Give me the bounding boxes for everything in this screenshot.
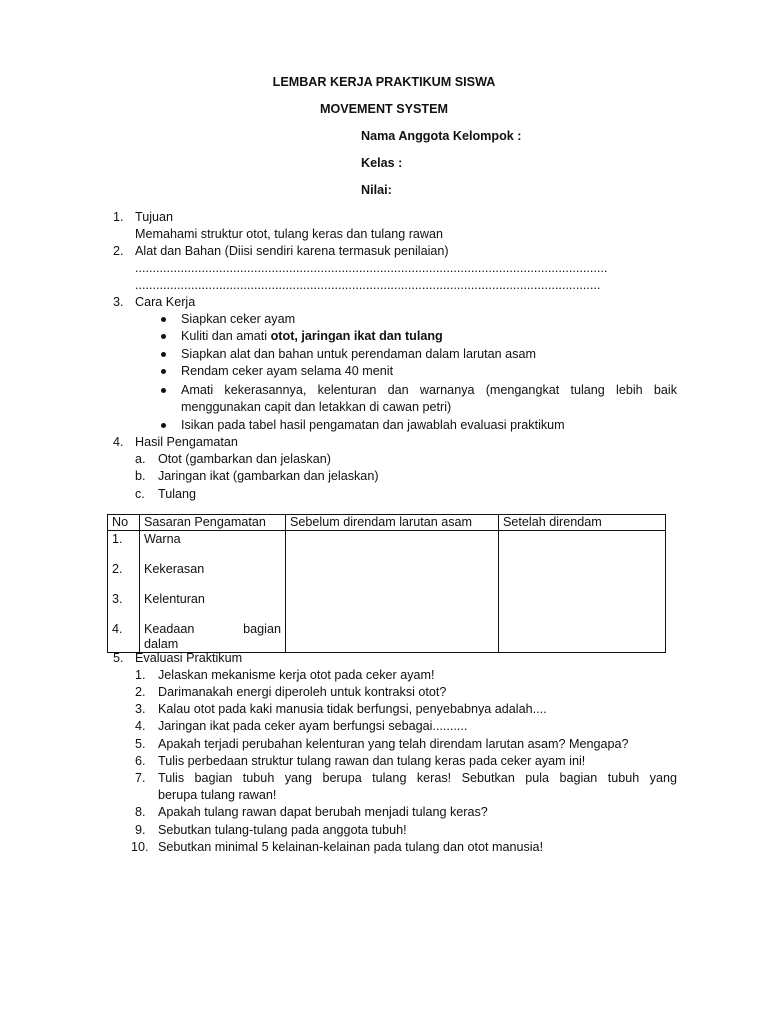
column-header: No [108,515,140,531]
observation-item: Otot (gambarkan dan jelaskan) [158,452,331,466]
observation-target-part: bagian [243,622,281,636]
step-item: Siapkan ceker ayam [181,312,296,326]
observation-item: Tulang [158,487,197,501]
section-number: 3. [113,295,124,309]
row-number: 2. [112,562,123,576]
after-soak-cell[interactable] [499,531,666,653]
section-number: 4. [113,435,124,449]
question-text: Sebutkan minimal 5 kelainan-kelainan pada tulang dan otot manusia! [158,840,544,854]
question-number: 8. [135,805,146,819]
observation-item: Jaringan ikat (gambarkan dan jelaskan) [158,469,379,483]
row-number: 4. [112,622,123,636]
question-text: Tulis bagian tubuh yang berupa tulang keras! Sebutkan pula bagian tubuh yang [158,771,677,785]
section-number: 1. [113,210,124,224]
observation-target: Warna [144,532,181,546]
before-soak-cell[interactable] [286,531,499,653]
dotted-answer-line: ....................................................................................................................................... [135,261,608,275]
column-header: Sasaran Pengamatan [140,515,286,531]
step-item-continued: menggunakan capit dan letakkan di cawan petri) [181,400,452,414]
column-header: Sebelum direndam larutan asam [286,515,499,531]
class-field: Kelas : [361,156,403,170]
section-title-tujuan: Tujuan [135,210,174,224]
row-numbers-cell [108,531,140,653]
question-text: Apakah tulang rawan dapat berubah menjadi tulang keras? [158,805,488,819]
tujuan-text: Memahami struktur otot, tulang keras dan tulang rawan [135,227,444,241]
observation-table [107,514,666,653]
step-item: Rendam ceker ayam selama 40 menit [181,364,394,378]
question-text: Darimanakah energi diperoleh untuk kontraksi otot? [158,685,447,699]
step-item: Amati kekerasannya, kelenturan dan warnanya (mengangkat tulang lebih baik [181,383,677,397]
question-number: 10. [131,840,149,854]
question-number: 4. [135,719,146,733]
observation-target-part: Keadaan [144,622,195,636]
question-number: 7. [135,771,146,785]
question-text-continued: berupa tulang rawan! [158,788,277,802]
question-text: Apakah terjadi perubahan kelenturan yang telah direndam larutan asam? Mengapa? [158,737,629,751]
question-text: Sebutkan tulang-tulang pada anggota tubuh! [158,823,407,837]
observation-target-part: dalam [144,637,179,651]
section-number: 5. [113,651,124,665]
section-title-cara: Cara Kerja [135,295,196,309]
list-letter: a. [135,452,146,466]
group-members-field: Nama Anggota Kelompok : [361,129,522,143]
section-title-alat: Alat dan Bahan (Diisi sendiri karena termasuk penilaian) [135,244,449,258]
section-title-hasil: Hasil Pengamatan [135,435,238,449]
question-number: 1. [135,668,146,682]
step-item: Isikan pada tabel hasil pengamatan dan jawablah evaluasi praktikum [181,418,565,432]
question-number: 6. [135,754,146,768]
table-header-row [108,515,666,531]
row-number: 1. [112,532,123,546]
question-number: 2. [135,685,146,699]
column-header: Setelah direndam [499,515,666,531]
table-row [108,531,666,653]
observation-target: Kekerasan [144,562,205,576]
step-item: Siapkan alat dan bahan untuk perendaman dalam larutan asam [181,347,536,361]
question-text: Jaringan ikat pada ceker ayam berfungsi sebagai.......... [158,719,468,733]
question-number: 3. [135,702,146,716]
row-number: 3. [112,592,123,606]
targets-cell [140,531,286,653]
question-text: Jelaskan mekanisme kerja otot pada ceker ayam! [158,668,435,682]
question-text: Tulis perbedaan struktur tulang rawan dan tulang keras pada ceker ayam ini! [158,754,586,768]
section-number: 2. [113,244,124,258]
question-text: Kalau otot pada kaki manusia tidak berfungsi, penyebabnya adalah.... [158,702,547,716]
document-title: LEMBAR KERJA PRAKTIKUM SISWA [272,75,496,89]
observation-target: Kelenturan [144,592,205,606]
dotted-answer-line: ..................................................................................................................................... [135,278,601,292]
list-letter: b. [135,469,146,483]
step-emphasis: otot, jaringan ikat dan tulang [270,329,443,343]
observation-target [144,622,281,637]
document-subtitle: MOVEMENT SYSTEM [319,102,449,116]
step-item [181,328,443,345]
question-number: 9. [135,823,146,837]
list-letter: c. [135,487,145,501]
question-number: 5. [135,737,146,751]
section-title-evaluasi: Evaluasi Praktikum [135,651,243,665]
step-text: Kuliti dan amati [181,329,268,343]
score-field: Nilai: [361,183,392,197]
